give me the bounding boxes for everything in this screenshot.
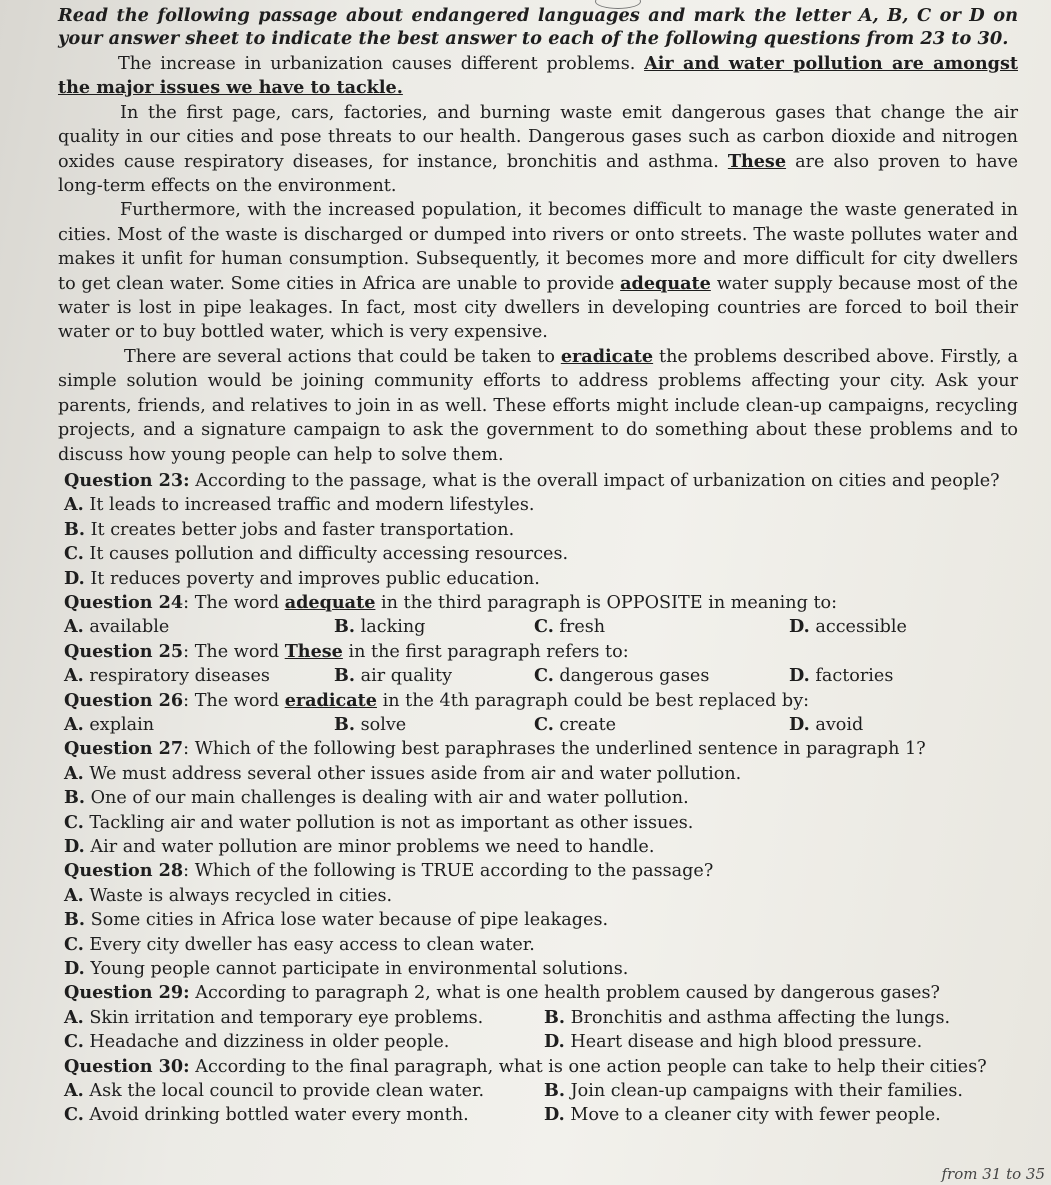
- question-30: [64, 1055, 1018, 1128]
- q27-c-text: Tackling air and water pollution is not as important as other issues.: [89, 812, 694, 833]
- q28-option-d[interactable]: [64, 957, 1018, 981]
- letter-b: B.: [64, 787, 85, 809]
- word-eradicate: eradicate: [560, 345, 654, 367]
- paragraph-3: [58, 198, 1018, 344]
- q23-option-c[interactable]: [64, 542, 1018, 566]
- letter-b: B.: [334, 713, 355, 735]
- question-28: [64, 859, 1018, 981]
- q24-option-a[interactable]: [64, 615, 334, 639]
- letter-a: A.: [64, 1080, 84, 1102]
- letter-d: D.: [544, 1104, 565, 1126]
- question-25-label: Question 25: [64, 640, 184, 662]
- question-29: [64, 981, 1018, 1054]
- p1-text: The increase in urbanization causes different problems.: [118, 54, 645, 74]
- q30-c-text: Avoid drinking bottled water every month.: [89, 1105, 469, 1126]
- word-adequate: adequate: [620, 272, 711, 294]
- question-30-stem: [64, 1055, 1018, 1079]
- q29-option-a[interactable]: [64, 1006, 544, 1030]
- paragraph-4: [58, 345, 1018, 467]
- q25-options: [64, 664, 1018, 688]
- q25-option-a[interactable]: [64, 664, 334, 688]
- letter-b: B.: [544, 1080, 565, 1102]
- q24-b-text: lacking: [360, 617, 426, 638]
- letter-d: D.: [789, 616, 810, 638]
- q29-option-d[interactable]: [544, 1030, 1018, 1054]
- underlined-sentence: Air and water pollution are amongst the major issues we have to tackle.: [58, 53, 1018, 99]
- question-30-label: Question 30:: [64, 1055, 190, 1077]
- question-24-label: Question 24: [64, 591, 184, 613]
- letter-c: C.: [64, 543, 84, 565]
- q27-option-c[interactable]: [64, 811, 1018, 835]
- letter-b: B.: [544, 1006, 565, 1028]
- question-24-word: adequate: [284, 591, 376, 613]
- question-26-text-before: : The word: [183, 690, 285, 711]
- question-24: [64, 591, 1018, 640]
- letter-a: A.: [64, 884, 84, 906]
- letter-c: C.: [64, 811, 84, 833]
- q30-options: [64, 1079, 1018, 1128]
- q23-option-d[interactable]: [64, 567, 1018, 591]
- next-section-fragment: from 31 to 35: [941, 1165, 1045, 1183]
- question-27-stem: [64, 737, 1018, 761]
- q26-options: [64, 713, 1018, 737]
- question-25-text-after: in the first paragraph refers to:: [342, 641, 629, 662]
- q24-option-d[interactable]: [789, 615, 1018, 639]
- letter-c: C.: [534, 616, 554, 638]
- q28-option-a[interactable]: [64, 884, 1018, 908]
- q25-c-text: dangerous gases: [559, 666, 710, 687]
- q26-option-a[interactable]: [64, 713, 334, 737]
- q29-d-text: Heart disease and high blood pressure.: [570, 1032, 923, 1053]
- q23-a-text: It leads to increased traffic and modern lifestyles.: [89, 495, 535, 516]
- q30-b-text: Join clean-up campaigns with their families.: [570, 1081, 963, 1102]
- q30-a-text: Ask the local council to provide clean water.: [89, 1081, 485, 1102]
- q26-d-text: avoid: [815, 714, 864, 735]
- question-26: [64, 689, 1018, 738]
- q23-b-text: It creates better jobs and faster transportation.: [90, 519, 515, 540]
- q30-option-b[interactable]: [544, 1079, 1018, 1103]
- q23-d-text: It reduces poverty and improves public education.: [90, 568, 540, 589]
- q27-d-text: Air and water pollution are minor problems we need to handle.: [90, 837, 655, 857]
- q26-c-text: create: [559, 714, 617, 735]
- instructions: Read the following passage about endangered languages and mark the letter A, B, C or D on your answer sheet to indicate the best answer to each of the following questions from 23 to 30.: [58, 5, 1018, 49]
- q24-a-text: available: [89, 617, 170, 638]
- question-29-label: Question 29:: [64, 982, 190, 1004]
- p2-text-before: In the first page, cars, factories, and burning waste emit dangerous gases that change the air quality in our cities and pose threats to our health. Dangerous gases such as carbon dioxide and nitrogen oxides cause respiratory diseases, for instance, bronchitis and asthma.: [58, 102, 1018, 172]
- letter-d: D.: [64, 567, 85, 589]
- q28-a-text: Waste is always recycled in cities.: [89, 885, 393, 906]
- q24-d-text: accessible: [815, 617, 907, 638]
- letter-b: B.: [334, 665, 355, 687]
- question-26-word: eradicate: [284, 689, 377, 711]
- letter-c: C.: [64, 1031, 84, 1053]
- question-24-text-after: in the third paragraph is OPPOSITE in meaning to:: [375, 592, 838, 613]
- letter-b: B.: [64, 518, 85, 540]
- q25-option-b[interactable]: [334, 664, 534, 688]
- letter-d: D.: [789, 713, 810, 735]
- p3-text-before: Furthermore, with the increased population, it becomes difficult to manage the waste generated in cities. Most of the waste is discharged or dumped into rivers or onto streets. The waste pollutes water and makes it unfit for human consumption. Subsequently, it becomes more and more difficult for city dwellers to get clean water. Some cities in Africa are unable to provide: [58, 200, 1018, 294]
- letter-a: A.: [64, 762, 84, 784]
- question-25-stem: [64, 640, 1018, 664]
- question-28-stem: [64, 859, 1018, 883]
- q25-option-d[interactable]: [789, 664, 1018, 688]
- question-23: [64, 469, 1018, 591]
- q28-d-text: Young people cannot participate in environmental solutions.: [90, 959, 629, 980]
- q23-option-a[interactable]: [64, 493, 1018, 517]
- letter-a: A.: [64, 616, 84, 638]
- question-25: [64, 640, 1018, 689]
- question-23-text: According to the passage, what is the overall impact of urbanization on cities and people?: [189, 470, 1000, 491]
- q23-c-text: It causes pollution and difficulty accessing resources.: [89, 544, 569, 565]
- letter-b: B.: [334, 616, 355, 638]
- q28-b-text: Some cities in Africa lose water because of pipe leakages.: [90, 910, 609, 931]
- q24-option-b[interactable]: [334, 615, 534, 639]
- p2-text-after: are also proven to have long-term effects on the environment.: [58, 151, 1018, 197]
- letter-c: C.: [64, 1104, 84, 1126]
- question-30-text: According to the final paragraph, what is one action people can take to help their cities?: [189, 1056, 987, 1077]
- q26-b-text: solve: [360, 714, 407, 735]
- q29-c-text: Headache and dizziness in older people.: [89, 1032, 450, 1053]
- letter-d: D.: [64, 836, 85, 857]
- letter-a: A.: [64, 713, 84, 735]
- question-25-text-before: : The word: [183, 641, 285, 662]
- q29-b-text: Bronchitis and asthma affecting the lungs.: [570, 1007, 951, 1028]
- question-27-text: : Which of the following best paraphrases the underlined sentence in paragraph 1?: [183, 739, 926, 760]
- letter-a: A.: [64, 494, 84, 516]
- q27-a-text: We must address several other issues aside from air and water pollution.: [89, 763, 742, 784]
- q24-option-c[interactable]: [534, 615, 789, 639]
- question-25-word: These: [284, 640, 343, 662]
- q26-option-c[interactable]: [534, 713, 789, 737]
- letter-d: D.: [64, 958, 85, 980]
- letter-c: C.: [534, 665, 554, 687]
- q27-option-b[interactable]: [64, 786, 1018, 810]
- letter-a: A.: [64, 1006, 84, 1028]
- q27-option-a[interactable]: [64, 762, 1018, 786]
- question-26-label: Question 26: [64, 689, 184, 711]
- letter-d: D.: [544, 1031, 565, 1053]
- q30-option-a[interactable]: [64, 1079, 544, 1103]
- q28-option-b[interactable]: [64, 908, 1018, 932]
- letter-d: D.: [789, 665, 810, 687]
- q29-option-c[interactable]: [64, 1030, 544, 1054]
- word-these: These: [727, 150, 787, 172]
- p4-text-after: the problems described above. Firstly, a simple solution would be joining community efforts to address problems affecting your city. Ask your parents, friends, and relatives to join in as well. These efforts might include clean-up campaigns, recycling projects, and a signature campaign to ask the government to do something about these problems and to discuss how young people can help to solve them.: [58, 346, 1019, 465]
- p4-text-before: There are several actions that could be taken to: [124, 346, 561, 367]
- q24-options: [64, 615, 1018, 639]
- question-28-label: Question 28: [64, 860, 184, 882]
- letter-c: C.: [534, 713, 554, 735]
- q25-option-c[interactable]: [534, 664, 789, 688]
- question-24-text-before: : The word: [183, 592, 285, 613]
- q30-d-text: Move to a cleaner city with fewer people.: [570, 1105, 941, 1126]
- q25-d-text: factories: [815, 666, 894, 687]
- question-29-stem: [64, 981, 1018, 1005]
- q30-option-d[interactable]: [544, 1103, 1018, 1127]
- q29-option-b[interactable]: [544, 1006, 1018, 1030]
- q28-option-c[interactable]: [64, 933, 1018, 957]
- question-28-text: : Which of the following is TRUE according to the passage?: [183, 861, 714, 882]
- question-24-stem: [64, 591, 1018, 615]
- q27-option-d[interactable]: [64, 835, 1018, 859]
- question-23-label: Question 23:: [64, 469, 190, 491]
- q26-a-text: explain: [89, 714, 155, 735]
- q25-b-text: air quality: [360, 666, 453, 687]
- q30-option-c[interactable]: [64, 1103, 544, 1127]
- q25-a-text: respiratory diseases: [89, 666, 270, 687]
- q26-option-d[interactable]: [789, 713, 1018, 737]
- question-26-stem: [64, 689, 1018, 713]
- question-29-text: According to paragraph 2, what is one health problem caused by dangerous gases?: [189, 983, 940, 1004]
- q29-a-text: Skin irritation and temporary eye problems.: [89, 1007, 484, 1028]
- letter-b: B.: [64, 909, 85, 931]
- q26-option-b[interactable]: [334, 713, 534, 737]
- q24-c-text: fresh: [559, 617, 606, 638]
- paragraph-2: [58, 101, 1018, 199]
- p3-text-after: water supply because most of the water is lost in pipe leakages. In fact, most city dwellers in developing countries are forced to boil their water or to buy bottled water, which is very expensive.: [58, 273, 1018, 343]
- letter-c: C.: [64, 933, 84, 955]
- q29-options: [64, 1006, 1018, 1055]
- question-27-label: Question 27: [64, 738, 184, 760]
- paragraph-1: [58, 52, 1018, 101]
- q27-b-text: One of our main challenges is dealing with air and water pollution.: [90, 788, 689, 809]
- letter-a: A.: [64, 665, 84, 687]
- q23-option-b[interactable]: [64, 518, 1018, 542]
- worksheet-content: [58, 4, 1018, 1128]
- question-26-text-after: in the 4th paragraph could be best replaced by:: [376, 690, 810, 711]
- q28-c-text: Every city dweller has easy access to clean water.: [89, 934, 535, 955]
- question-23-stem: [64, 469, 1018, 493]
- question-27: [64, 737, 1018, 859]
